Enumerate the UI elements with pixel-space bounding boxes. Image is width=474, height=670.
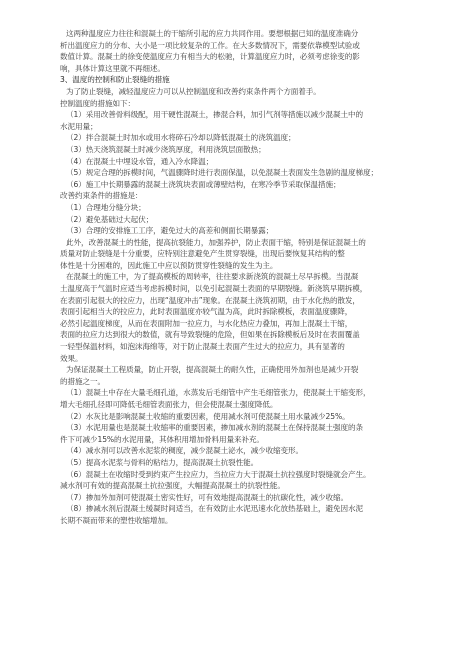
text-line: （5）提高水泥浆与骨料的粘结力，提高混凝土抗裂性能。 bbox=[66, 457, 259, 467]
text-line: （6）施工中长期暴露的混凝土浇筑块表面或薄壁结构，在寒冷季节采取保温措施； bbox=[66, 179, 341, 189]
text-line: 为了防止裂缝，减轻温度应力可以从控制温度和改善约束条件两个方面着手。 bbox=[66, 86, 321, 96]
text-line: 土温度高于气温时应适当考虑拆模时间，以免引起混凝土表面的早期裂缝。新浇筑早期拆模， bbox=[60, 284, 368, 294]
text-line: 在表面引起很大的拉应力，出现“温度冲击”现象。在混凝土浇筑初期，由于水化热的散发， bbox=[60, 295, 360, 305]
text-line: （4）在混凝土中埋设水管，通入冷水降温； bbox=[66, 156, 214, 166]
text-line: 此外，改善混凝土的性能，提高抗裂能力，加强养护，防止表面干缩，特别是保证混凝土的 bbox=[66, 237, 366, 247]
text-line: （3）热天浇筑混凝土时减少浇筑厚度，利用浇筑层面散热； bbox=[66, 144, 266, 154]
text-line: 增大毛细孔径即可降低毛细管表面张力，但会使混凝土强度降低。 bbox=[60, 400, 278, 409]
text-line: 响，具体计算这里就不再细述。 bbox=[60, 63, 165, 73]
text-line: （6）混凝土在收缩时受到约束产生拉应力，当拉应力大于混凝土抗拉强度时裂缝就会产生。 bbox=[66, 469, 371, 479]
text-line: 体性是十分困难的，因此施工中应以预防贯穿性裂缝的发生为主。 bbox=[60, 260, 278, 270]
section-heading: 3、温度的控制和防止裂缝的措施 bbox=[60, 75, 170, 85]
text-line: （4）减水剂可以改善水泥浆的稠度，减少混凝土泌水，减少收缩变形。 bbox=[66, 446, 304, 456]
text-line: 水泥用量； bbox=[60, 121, 98, 131]
text-line: 效果。 bbox=[60, 353, 83, 363]
text-line: 改善约束条件的措施是： bbox=[60, 191, 143, 201]
text-line: （2）水灰比是影响混凝土收缩的重要因素，使用减水剂可使混凝土用水量减少25%。 bbox=[66, 411, 350, 421]
text-line: （5）规定合理的拆模时间，气温骤降时进行表面保温，以免混凝土表面发生急剧的温度梯度； bbox=[66, 168, 378, 178]
text-line: 表面引起相当大的拉应力，此时表面温度亦较气温为高，此时拆除模板，表面温度骤降， bbox=[60, 307, 353, 317]
text-line: 这两种温度应力往往和混凝土的干缩所引起的应力共同作用。要想根据已知的温度准确分 bbox=[66, 29, 359, 38]
text-line: 的措施之一。 bbox=[60, 376, 105, 386]
text-line: 一轻型保温材料，如泡沫海绵等，对于防止混凝土表面产生过大的拉应力，具有显著的 bbox=[60, 342, 345, 352]
text-line: 减水剂可有效的提高混凝土抗拉强度，大幅提高混凝土的抗裂性能。 bbox=[60, 481, 285, 491]
text-line: 数值计算。混凝土的徐变使温度应力有相当大的松驰，计算温度应力时，必须考虑徐变的影 bbox=[60, 52, 360, 62]
text-line: （2）拌合混凝土时加水或用水将碎石冷却以降低混凝土的浇筑温度； bbox=[66, 133, 296, 143]
text-line: 长期不凝而带来的塑性收缩增加。 bbox=[60, 515, 173, 525]
text-line: （3）合理的安排施工工序，避免过大的高差和侧面长期暴露； bbox=[66, 226, 274, 236]
text-line: （3）水泥用量也是混凝土收缩率的重要因素，掺加减水剂的混凝土在保持混凝土强度的条 bbox=[66, 423, 363, 433]
text-line: （1）混凝土中存在大量毛细孔道，水蒸发后毛细管中产生毛细管张力，使混凝土干缩变形， bbox=[66, 388, 371, 398]
text-line: 表面的拉应力达到很大的数值，就有导致裂缝的危险，但如果在拆除模板后及时在表面覆盖 bbox=[60, 330, 360, 340]
text-line: （8）掺减水剂后混凝土缓凝时间适当，在有效防止水泥迅速水化放热基础上，避免因水泥 bbox=[66, 504, 363, 514]
text-line: （1）采用改善骨料级配，用干硬性混凝土，掺混合料，加引气剂等措施以减少混凝土中的 bbox=[66, 110, 363, 120]
text-line: 必然引起温度梯度，从而在表面附加一拉应力，与水化热应力叠加，再加上混凝土干缩， bbox=[60, 318, 353, 328]
text-line: （1）合理地分缝分块； bbox=[66, 202, 146, 212]
text-line: 质量对防止裂缝是十分重要，应特别注意避免产生贯穿裂缝，出现后要恢复其结构的整 bbox=[60, 249, 345, 259]
text-line: 件下可减少15%的水泥用量，其体积用增加骨料用量来补充。 bbox=[60, 434, 264, 444]
text-line: 控制温度的措施如下： bbox=[60, 98, 135, 108]
text-line: （7）掺加外加剂可使混凝土密实性好，可有效地提高混凝土的抗碳化性，减少收缩。 bbox=[66, 492, 348, 502]
text-line: （2）避免基础过大起伏； bbox=[66, 214, 154, 224]
text-line: 在混凝土的施工中，为了提高模板的周转率，往往要求新浇筑的混凝土尽早拆模。当混凝 bbox=[66, 272, 359, 282]
text-line: 析出温度应力的分布、大小是一项比较复杂的工作。在大多数情况下，需要依靠模型试验或 bbox=[60, 40, 360, 50]
text-line: 为保证混凝土工程质量，防止开裂，提高混凝土的耐久性，正确使用外加剂也是减少开裂 bbox=[66, 365, 359, 375]
